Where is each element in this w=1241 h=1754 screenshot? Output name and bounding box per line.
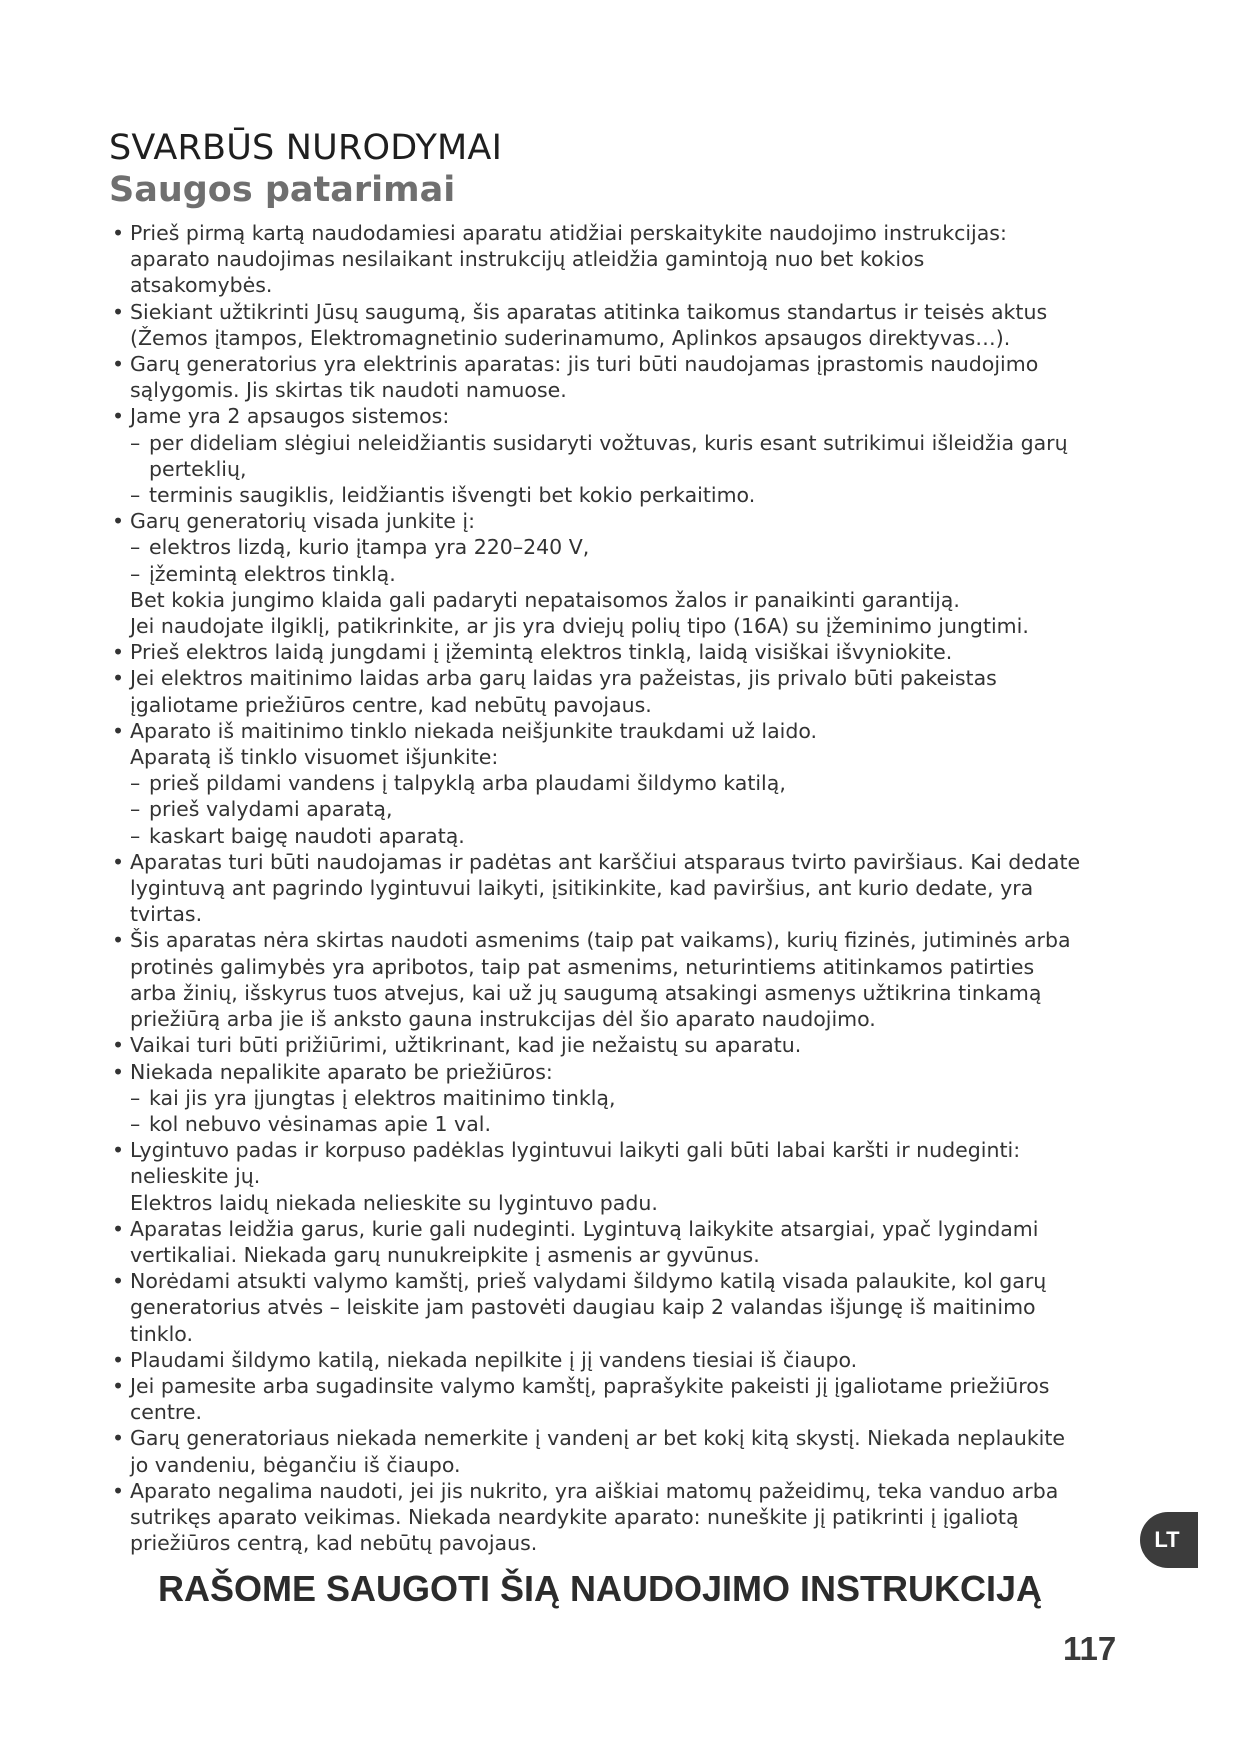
bullet-item bbox=[112, 1478, 1184, 1557]
dash-marker: – bbox=[130, 561, 141, 586]
text-line: priežiūros centrą, kad nebūtų pavojaus. bbox=[130, 1531, 538, 1556]
text-line: Garų generatorius yra elektrinis aparatas: jis turi būti naudojamas įprastomis naudojimo bbox=[130, 352, 1039, 377]
text-line: generatorius atvės – leiskite jam pastovėti daugiau kaip 2 valandas išjungę iš maitinimo bbox=[130, 1295, 1036, 1320]
text-line: lygintuvą ant pagrindo lygintuvui laikyti, įsitikinkite, kad paviršius, ant kurio dedate, yra bbox=[130, 876, 1034, 901]
text-line: (Žemos įtampos, Elektromagnetinio suderinamumo, Aplinkos apsaugos direktyvas…). bbox=[130, 325, 1011, 350]
text-line: Garų generatorių visada junkite į: bbox=[130, 509, 475, 534]
sub-list-item bbox=[130, 561, 1184, 587]
bullet-item bbox=[112, 220, 1184, 299]
text-line: sąlygomis. Jis skirtas tik naudoti namuose. bbox=[130, 378, 567, 403]
bullet-item bbox=[112, 639, 1184, 665]
sub-list-item bbox=[130, 482, 1184, 508]
bullet-item bbox=[112, 718, 1184, 849]
bullet-marker: • bbox=[112, 640, 125, 665]
bullet-marker: • bbox=[112, 718, 125, 743]
bullet-item bbox=[112, 1373, 1184, 1425]
text-line: Jei elektros maitinimo laidas arba garų laidas yra pažeistas, jis privalo būti pakeistas bbox=[130, 666, 997, 691]
text-line: prieš valydami aparatą, bbox=[149, 797, 393, 822]
bullet-marker: • bbox=[112, 509, 125, 534]
safety-instructions-list bbox=[112, 220, 1184, 1556]
dash-marker: – bbox=[130, 1085, 141, 1110]
bullet-marker: • bbox=[112, 1373, 125, 1398]
text-line: terminis saugiklis, leidžiantis išvengti bet kokio perkaitimo. bbox=[149, 483, 756, 508]
text-line: Jei pamesite arba sugadinsite valymo kamštį, paprašykite pakeisti jį įgaliotame priežiūros bbox=[130, 1373, 1050, 1398]
dash-marker: – bbox=[130, 797, 141, 822]
text-line: Aparatą iš tinklo visuomet išjunkite: bbox=[130, 745, 499, 770]
bullet-marker: • bbox=[112, 1138, 125, 1163]
section-title: SVARBŪS NURODYMAI bbox=[109, 128, 503, 168]
bullet-item bbox=[112, 1216, 1184, 1268]
bullet-marker: • bbox=[112, 849, 125, 874]
text-line: elektros lizdą, kurio įtampa yra 220–240 V, bbox=[149, 535, 590, 560]
text-line: tinklo. bbox=[130, 1321, 193, 1346]
text-line: protinės galimybės yra apribotos, taip pat asmenims, neturintiems atitinkamos patirties bbox=[130, 954, 1035, 979]
bullet-item bbox=[112, 1137, 1184, 1216]
text-line: Plaudami šildymo katilą, niekada nepilkite į jį vandens tiesiai iš čiaupo. bbox=[130, 1347, 858, 1372]
section-subtitle: Saugos patarimai bbox=[109, 170, 456, 210]
bullet-marker: • bbox=[112, 1478, 125, 1503]
text-line: kol nebuvo vėsinamas apie 1 val. bbox=[149, 1111, 491, 1136]
bullet-marker: • bbox=[112, 352, 125, 377]
bullet-item bbox=[112, 1268, 1184, 1347]
keep-instructions-notice: RAŠOME SAUGOTI ŠIĄ NAUDOJIMO INSTRUKCIJĄ bbox=[158, 1568, 1043, 1609]
text-line: įžemintą elektros tinklą. bbox=[149, 561, 396, 586]
bullet-marker: • bbox=[112, 404, 125, 429]
text-line: Siekiant užtikrinti Jūsų saugumą, šis aparatas atitinka taikomus standartus ir teisės aktus bbox=[130, 299, 1048, 324]
dash-marker: – bbox=[130, 483, 141, 508]
dash-marker: – bbox=[130, 1111, 141, 1136]
bullet-item bbox=[112, 1425, 1184, 1477]
sub-list-item bbox=[130, 770, 1184, 796]
text-line: jo vandeniu, bėgančiu iš čiaupo. bbox=[130, 1452, 461, 1477]
text-line: priežiūrą arba jie iš anksto gauna instrukcijas dėl šio aparato naudojimo. bbox=[130, 1007, 876, 1032]
bullet-item bbox=[112, 299, 1184, 351]
text-line: Jei naudojate ilgiklį, patikrinkite, ar jis yra dviejų polių tipo (16A) su įžeminimo jungtimi. bbox=[130, 614, 1029, 639]
text-line: Niekada nepalikite aparato be priežiūros: bbox=[130, 1059, 553, 1084]
dash-marker: – bbox=[130, 535, 141, 560]
text-line: įgaliotame priežiūros centre, kad nebūtų pavojaus. bbox=[130, 692, 652, 717]
bullet-marker: • bbox=[112, 1033, 125, 1058]
text-line: Aparato iš maitinimo tinklo niekada neišjunkite traukdami už laido. bbox=[130, 718, 818, 743]
bullet-item bbox=[112, 1347, 1184, 1373]
sub-list-item bbox=[130, 430, 1184, 482]
text-line: aparato naudojimas nesilaikant instrukcijų atleidžia gamintoją nuo bet kokios bbox=[130, 247, 925, 272]
bullet-marker: • bbox=[112, 1059, 125, 1084]
text-line: Šis aparatas nėra skirtas naudoti asmenims (taip pat vaikams), kurių fizinės, jutiminės arba bbox=[130, 928, 1071, 953]
bullet-marker: • bbox=[112, 1426, 125, 1451]
text-line: kai jis yra įjungtas į elektros maitinimo tinklą, bbox=[149, 1085, 616, 1110]
bullet-marker: • bbox=[112, 1216, 125, 1241]
text-line: Elektros laidų niekada nelieskite su lygintuvo padu. bbox=[130, 1190, 658, 1215]
text-line: Jame yra 2 apsaugos sistemos: bbox=[130, 404, 450, 429]
bullet-item bbox=[112, 351, 1184, 403]
text-line: kaskart baigę naudoti aparatą. bbox=[149, 823, 465, 848]
text-line: Garų generatoriaus niekada nemerkite į vandenį ar bet kokį kitą skystį. Niekada neplaukite bbox=[130, 1426, 1066, 1451]
bullet-item bbox=[112, 665, 1184, 717]
bullet-item bbox=[112, 927, 1184, 1032]
text-line: Vaikai turi būti prižiūrimi, užtikrinant, kad jie nežaistų su aparatu. bbox=[130, 1033, 802, 1058]
bullet-marker: • bbox=[112, 1347, 125, 1372]
text-line: Aparatas turi būti naudojamas ir padėtas ant karščiui atsparaus tvirto paviršiaus. Kai dedate bbox=[130, 849, 1081, 874]
bullet-marker: • bbox=[112, 666, 125, 691]
text-line: prieš pildami vandens į talpyklą arba plaudami šildymo katilą, bbox=[149, 771, 786, 796]
sub-list-item bbox=[130, 823, 1184, 849]
text-line: Bet kokia jungimo klaida gali padaryti nepataisomos žalos ir panaikinti garantiją. bbox=[130, 587, 960, 612]
bullet-item bbox=[112, 1059, 1184, 1138]
bullet-item bbox=[112, 403, 1184, 508]
page-number: 117 bbox=[1063, 1630, 1117, 1667]
dash-marker: – bbox=[130, 771, 141, 796]
text-line: perteklių, bbox=[149, 456, 247, 481]
text-line: vertikaliai. Niekada garų nunukreipkite į asmenis ar gyvūnus. bbox=[130, 1242, 760, 1267]
language-tab: LT bbox=[1140, 1512, 1198, 1568]
text-line: tvirtas. bbox=[130, 902, 203, 927]
bullet-marker: • bbox=[112, 221, 125, 245]
dash-marker: – bbox=[130, 823, 141, 848]
bullet-item bbox=[112, 849, 1184, 928]
text-line: Aparato negalima naudoti, jei jis nukrito, yra aiškiai matomų pažeidimų, teka vanduo arba bbox=[130, 1478, 1059, 1503]
text-line: arba žinių, išskyrus tuos atvejus, kai už jų saugumą atsakingi asmenys užtikrina tinkamą bbox=[130, 980, 1042, 1005]
sub-list-item bbox=[130, 1085, 1184, 1111]
bullet-item bbox=[112, 1032, 1184, 1058]
text-line: Aparatas leidžia garus, kurie gali nudeginti. Lygintuvą laikykite atsargiai, ypač lygindami bbox=[130, 1216, 1039, 1241]
text-line: Prieš pirmą kartą naudodamiesi aparatu atidžiai perskaitykite naudojimo instrukcijas: bbox=[130, 221, 1007, 245]
text-line: atsakomybės. bbox=[130, 273, 273, 298]
bullet-marker: • bbox=[112, 928, 125, 953]
sub-list-item bbox=[130, 796, 1184, 822]
text-line: Norėdami atsukti valymo kamštį, prieš valydami šildymo katilą visada palaukite, kol garų bbox=[130, 1269, 1047, 1294]
text-line: Prieš elektros laidą jungdami į įžemintą elektros tinklą, laidą visiškai išvyniokite. bbox=[130, 640, 953, 665]
sub-list-item bbox=[130, 534, 1184, 560]
sub-list-item bbox=[130, 1111, 1184, 1137]
text-line: centre. bbox=[130, 1400, 203, 1425]
bullet-marker: • bbox=[112, 299, 125, 324]
text-line: Lygintuvo padas ir korpuso padėklas lygintuvui laikyti gali būti labai karšti ir nudeginti: bbox=[130, 1138, 1021, 1163]
bullet-item bbox=[112, 508, 1184, 639]
text-line: nelieskite jų. bbox=[130, 1164, 261, 1189]
text-line: sutrikęs aparato veikimas. Niekada neardykite aparato: nuneškite jį patikrinti į įgaliotą bbox=[130, 1504, 1019, 1529]
bullet-marker: • bbox=[112, 1269, 125, 1294]
dash-marker: – bbox=[130, 430, 141, 455]
text-line: per dideliam slėgiui neleidžiantis susidaryti vožtuvas, kuris esant sutrikimui išleidžia garų bbox=[149, 430, 1068, 455]
